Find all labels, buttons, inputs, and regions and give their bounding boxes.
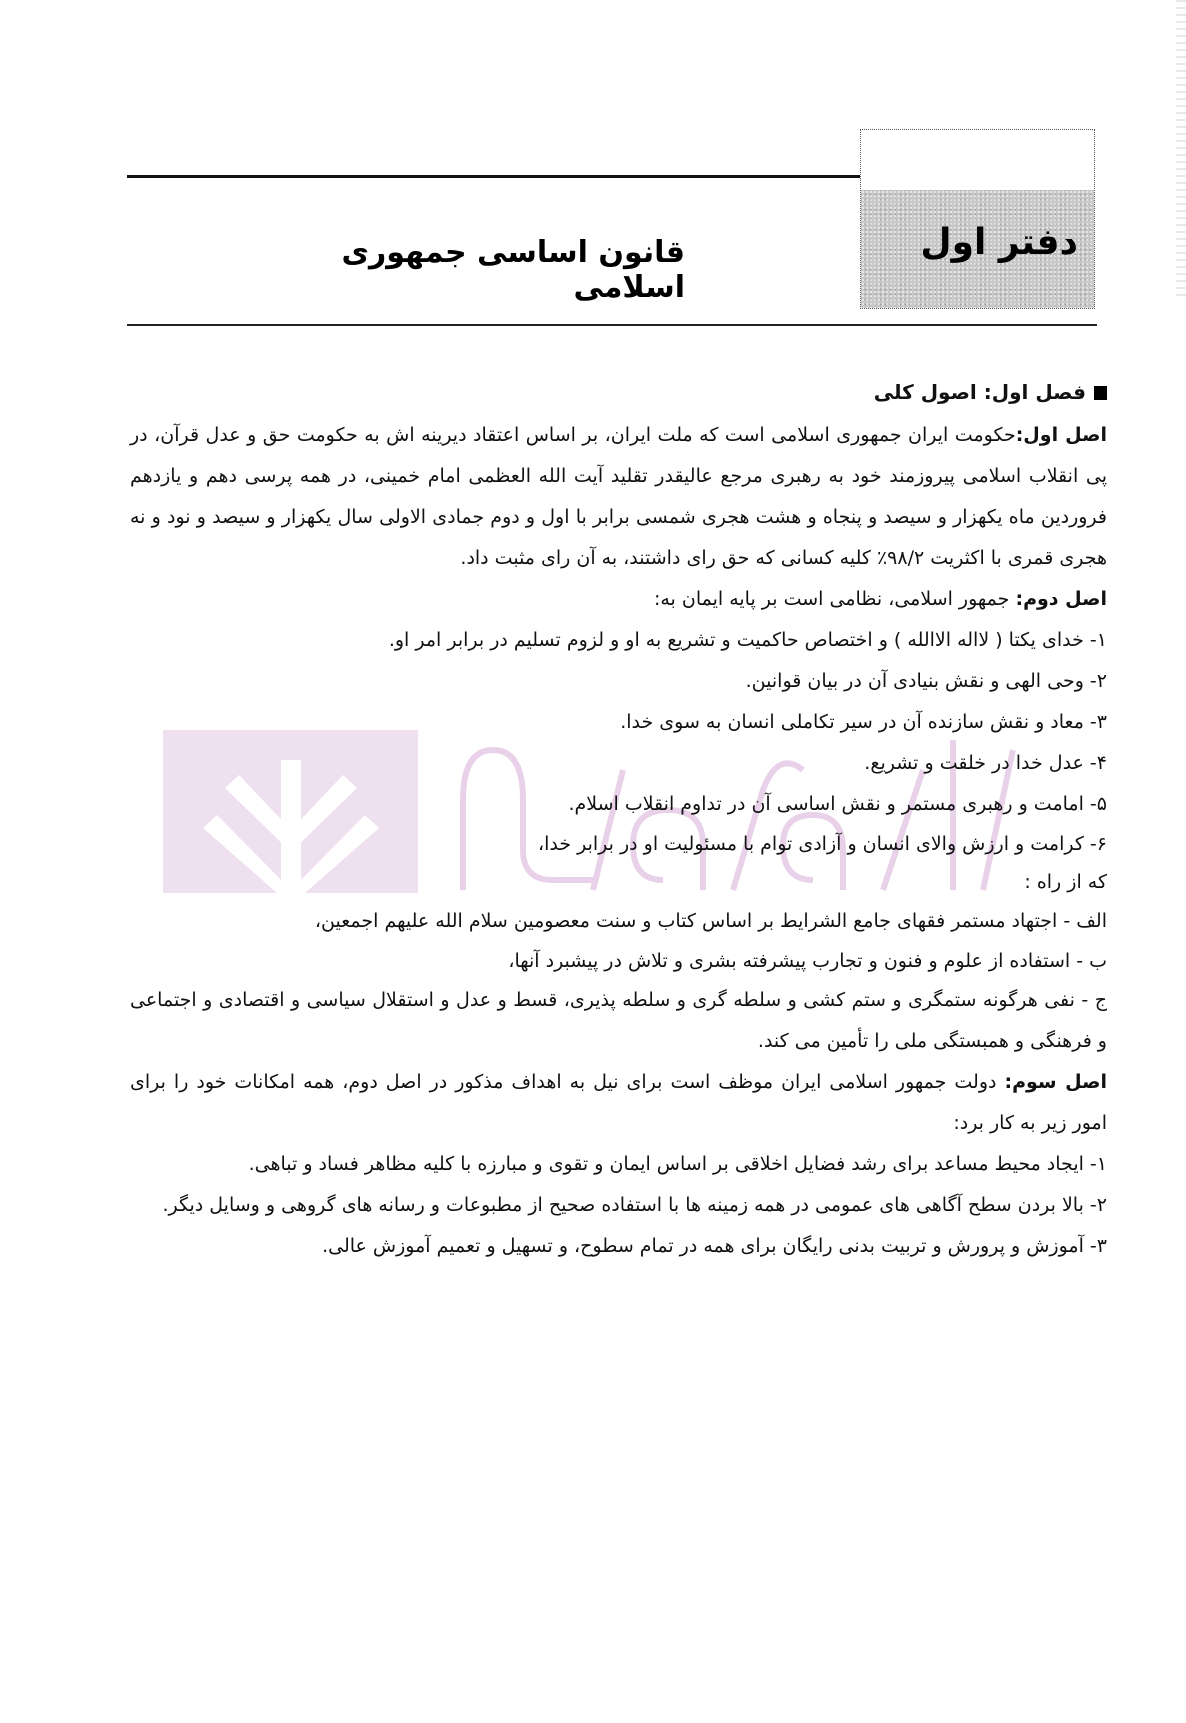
- article-1: [130, 415, 1107, 579]
- article-2-connector: که از راه :: [1024, 871, 1107, 893]
- article-2-label: اصل دوم:: [1015, 588, 1107, 610]
- article-3-label: اصل سوم:: [1004, 1071, 1107, 1093]
- article-2-text: جمهور اسلامی، نظامی است بر پایه ایمان به:: [653, 588, 1010, 610]
- article-2-item: ۱- خدای یکتا ( لااله الاالله ) و اختصاص حاکمیت و تشریع به او و لزوم تسلیم در برابر امر او.: [388, 629, 1107, 651]
- document-body: [130, 372, 1107, 1267]
- header-rule-bottom: [127, 324, 1097, 326]
- article-3-item: ۳- آموزش و پرورش و تربیت بدنی رایگان برای همه در تمام سطوح، و تسهیل و تعمیم آموزش عالی.: [322, 1235, 1107, 1257]
- article-2-item: ۵- امامت و رهبری مستمر و نقش اساسی آن در تداوم انقلاب اسلام.: [568, 793, 1107, 815]
- article-1-label: اصل اول:: [1015, 424, 1107, 446]
- chapter-heading-text: فصل اول: اصول کلی: [873, 380, 1086, 404]
- article-3-item: ۲- بالا بردن سطح آگاهی های عمومی در همه زمینه ها با استفاده صحیح از مطبوعات و رسانه های گروهی و وسایل دیگر.: [162, 1194, 1107, 1216]
- article-2-item: ۳- معاد و نقش سازنده آن در سیر تکاملی انسان به سوی خدا.: [620, 711, 1107, 733]
- book-label: دفتر اول: [920, 222, 1078, 263]
- article-2-subitem: ب - استفاده از علوم و فنون و تجارب پیشرفته بشری و تلاش در پیشبرد آنها،: [508, 950, 1107, 972]
- article-3: [130, 1062, 1107, 1144]
- scan-edge-artifact: [1176, 0, 1186, 300]
- article-3-item: ۱- ایجاد محیط مساعد برای رشد فضایل اخلاقی بر اساس ایمان و تقوی و مبارزه با کلیه مظاهر فساد و تباهی.: [248, 1153, 1107, 1175]
- page-title: قانون اساسی جمهوری اسلامی: [341, 235, 685, 305]
- article-2-item: ۶- کرامت و ارزش والای انسان و آزادی توام با مسئولیت او در برابر خدا،: [537, 833, 1107, 855]
- article-1-text: حکومت ایران جمهوری اسلامی است که ملت ایران، بر اساس اعتقاد دیرینه اش به حکومت حق و عدل قرآن، در پی انقلاب اسلامی پیروزمند خود به رهبری مرجع عالیقدر تقلید آیت الله العظمی امام خمینی، در همه پرسی دهم و یازدهم فروردین ماه یکهزار و سیصد و پنجاه و هشت هجری شمسی برابر با اول و دوم جمادی الاولی سال یکهزار و سیصد و نود و نه هجری قمری با اکثریت ۹۸/۲٪ کلیه کسانی که حق رای داشتند، به آن رای مثبت داد.: [130, 424, 1107, 569]
- article-2-subitem: ج - نفی هرگونه ستمگری و ستم کشی و سلطه گری و سلطه پذیری، قسط و عدل و استقلال سیاسی و اقتصادی و اجتماعی و فرهنگی و همبستگی ملی را تأمین می کند.: [130, 989, 1107, 1052]
- chapter-heading: [130, 372, 1107, 413]
- article-3-text: دولت جمهور اسلامی ایران موظف است برای نیل به اهداف مذکور در اصل دوم، همه امکانات خود را برای امور زیر به کار برد:: [130, 1071, 1107, 1134]
- black-square-icon: [1094, 386, 1107, 400]
- article-2-subitem: الف - اجتهاد مستمر فقهای جامع الشرایط بر اساس کتاب و سنت معصومین سلام الله علیهم اجمعین،: [314, 910, 1107, 932]
- article-2-item: ۲- وحی الهی و نقش بنیادی آن در بیان قوانین.: [745, 670, 1107, 692]
- article-2-item: ۴- عدل خدا در خلقت و تشریع.: [864, 752, 1107, 774]
- book-label-box: [860, 129, 1095, 309]
- article-2: [130, 579, 1107, 620]
- header-rule-top: [127, 175, 860, 178]
